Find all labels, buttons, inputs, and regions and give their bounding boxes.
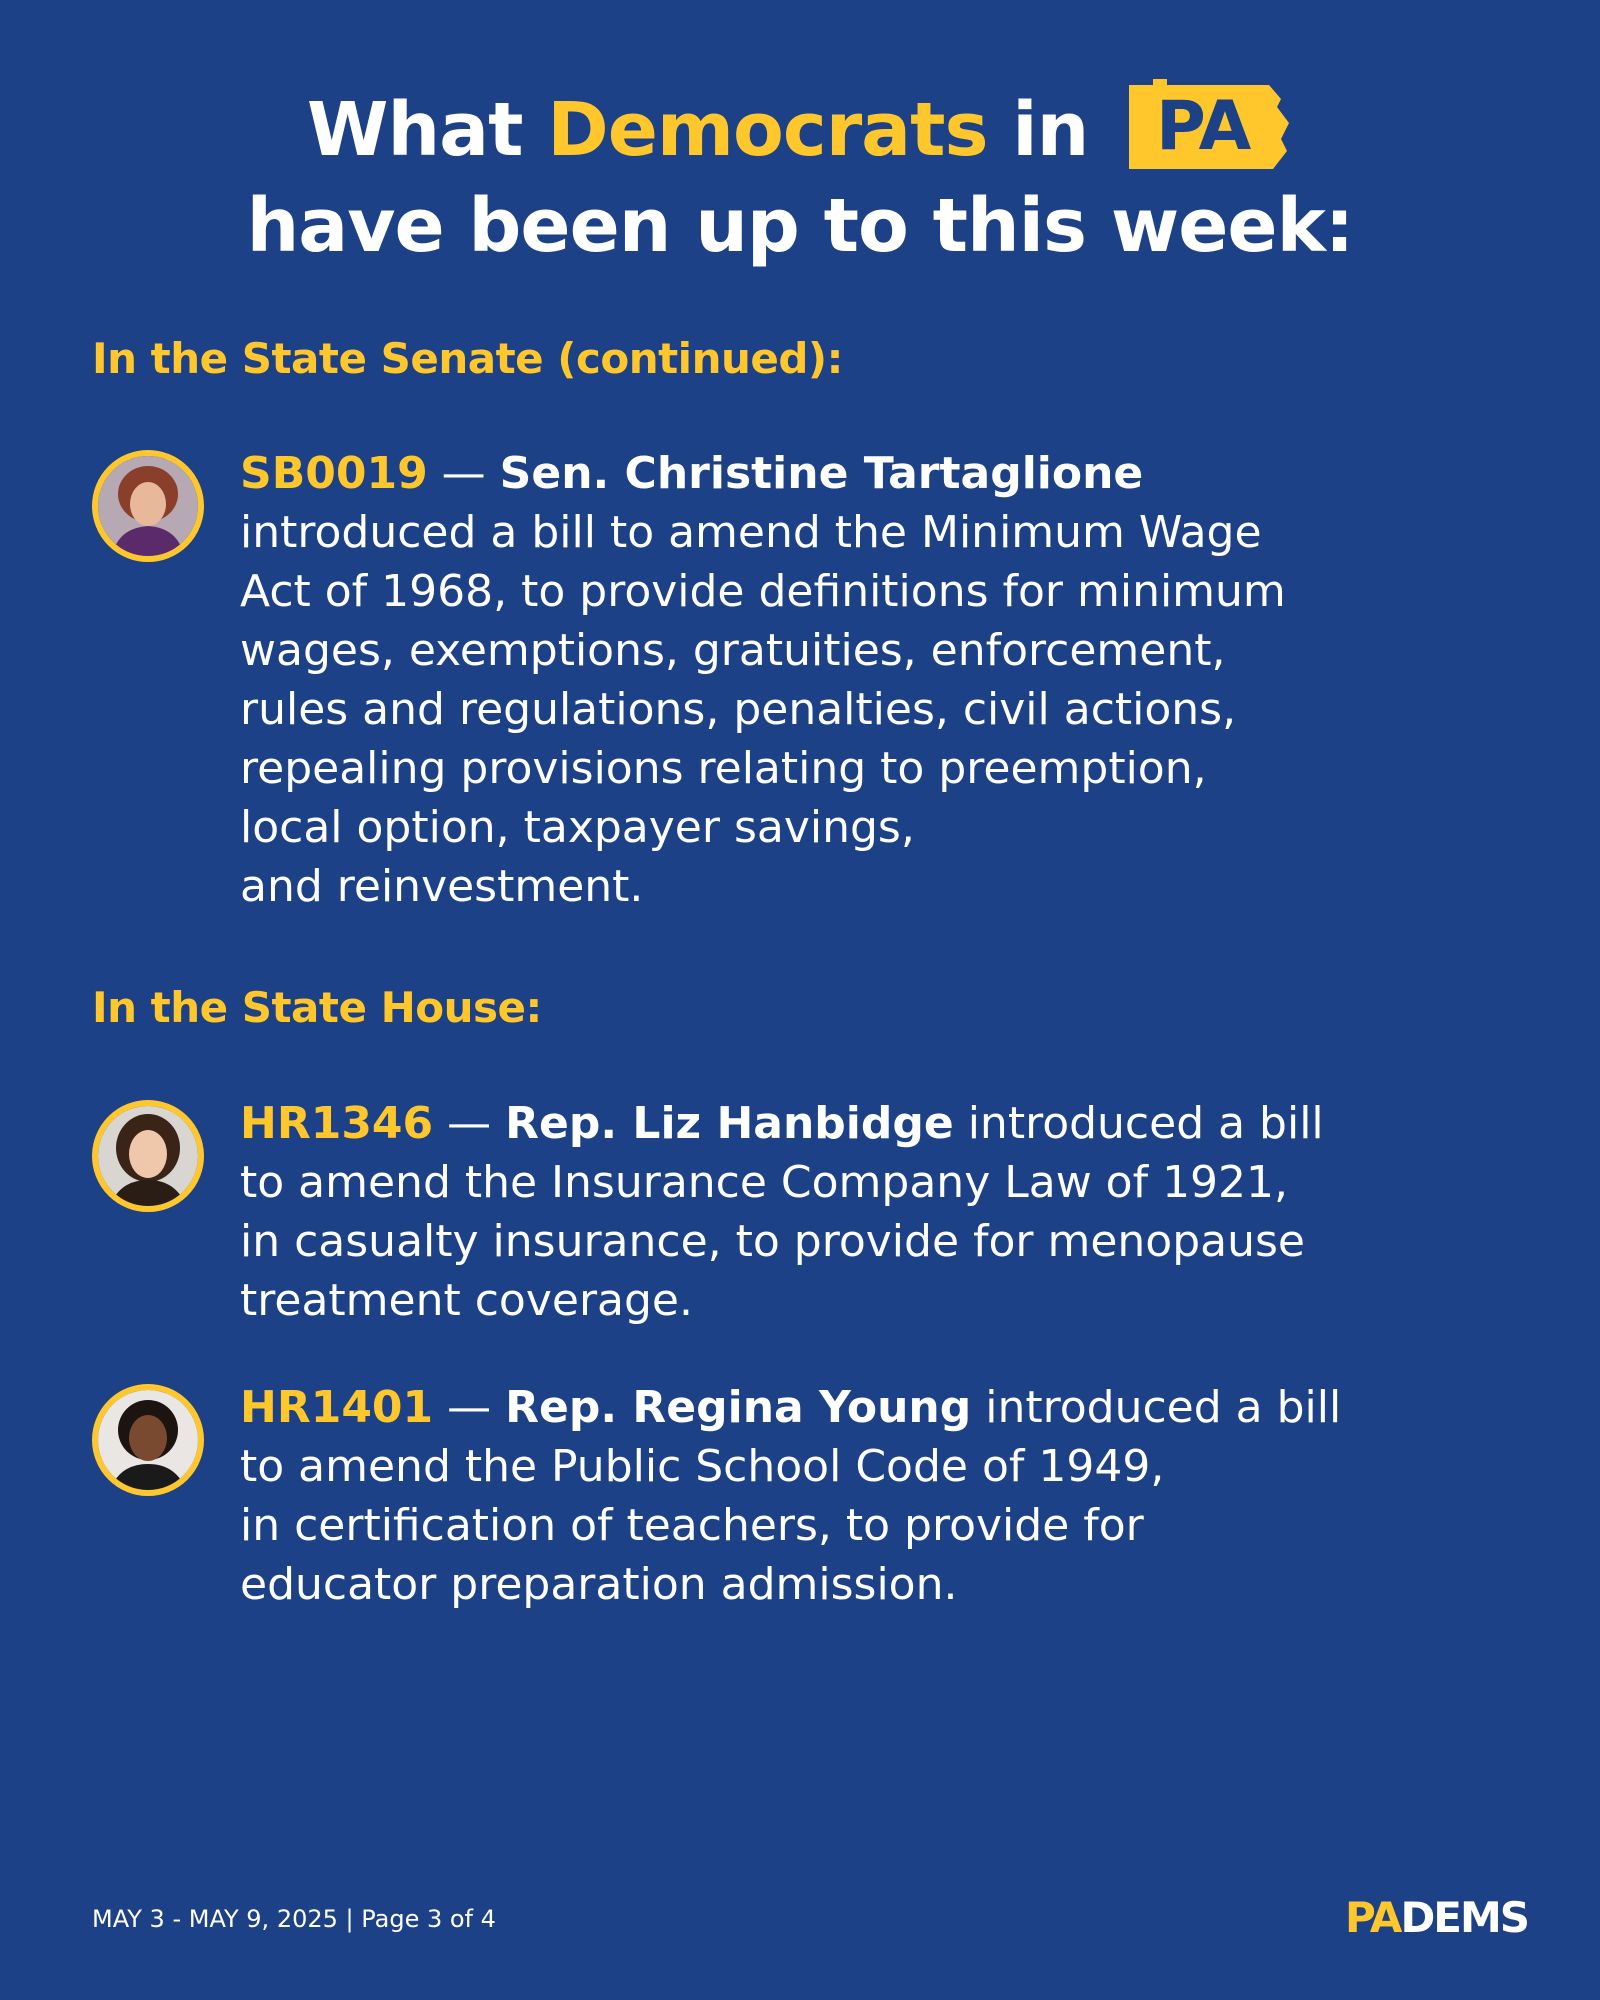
headline-highlight: Democrats <box>547 87 988 173</box>
bill-description-line: treatment coverage. <box>240 1275 693 1326</box>
bill-description-line: wages, exemptions, gratuities, enforcement, <box>240 625 1226 676</box>
house-section-heading: In the State House: <box>92 983 542 1032</box>
headline-line-1 <box>0 82 1600 178</box>
headline-part1: What <box>306 87 548 173</box>
avatar-christine-tartaglione <box>92 450 204 562</box>
bill-description-start: introduced a bill <box>971 1382 1342 1433</box>
bill-description-line: educator preparation admission. <box>240 1559 958 1610</box>
bill-description-line: in casualty insurance, to provide for menopause <box>240 1216 1306 1267</box>
bill-description-line: introduced a bill to amend the Minimum Wage <box>240 507 1262 558</box>
bill-description-line: local option, taxpayer savings, <box>240 802 915 853</box>
avatar-regina-young <box>92 1384 204 1496</box>
bill-entry-text <box>240 1094 1530 1330</box>
padems-logo <box>1345 1893 1528 1942</box>
pa-badge-label: PA <box>1156 87 1251 167</box>
separator-dash: — <box>433 1098 506 1149</box>
bill-description-line: in certification of teachers, to provide for <box>240 1500 1144 1551</box>
headline-line-2: have been up to this week: <box>246 183 1354 269</box>
sponsor-name: Rep. Liz Hanbidge <box>505 1098 954 1149</box>
bill-description-start: introduced a bill <box>953 1098 1324 1149</box>
bill-description-line: repealing provisions relating to preemption, <box>240 743 1207 794</box>
logo-part-dems: DEMS <box>1400 1893 1529 1942</box>
bill-description-line: to amend the Public School Code of 1949, <box>240 1441 1165 1492</box>
separator-dash: — <box>433 1382 506 1433</box>
bill-description-line: Act of 1968, to provide definitions for minimum <box>240 566 1286 617</box>
bill-entry-text <box>240 1378 1530 1614</box>
bill-id: HR1401 <box>240 1382 434 1433</box>
page-headline <box>0 82 1600 274</box>
separator-dash: — <box>427 448 500 499</box>
pennsylvania-outline-icon <box>1123 77 1293 177</box>
bill-description-line: to amend the Insurance Company Law of 1921, <box>240 1157 1289 1208</box>
sponsor-name: Rep. Regina Young <box>505 1382 972 1433</box>
bill-entry-text <box>240 444 1530 916</box>
bill-id: SB0019 <box>240 448 428 499</box>
footer-date-range: MAY 3 - MAY 9, 2025 | Page 3 of 4 <box>92 1905 496 1933</box>
bill-entry-first-row <box>240 1094 1530 1153</box>
sponsor-name: Sen. Christine Tartaglione <box>499 448 1144 499</box>
senate-section-heading: In the State Senate (continued): <box>92 334 843 383</box>
bill-entry-first-row <box>240 1378 1530 1437</box>
logo-part-pa: PA <box>1345 1893 1401 1942</box>
bill-entry-first-row <box>240 444 1530 503</box>
bill-id: HR1346 <box>240 1098 434 1149</box>
bill-description-line: rules and regulations, penalties, civil actions, <box>240 684 1237 735</box>
headline-part2: in <box>987 87 1114 173</box>
avatar-liz-hanbidge <box>92 1100 204 1212</box>
bill-description-line: and reinvestment. <box>240 861 644 912</box>
